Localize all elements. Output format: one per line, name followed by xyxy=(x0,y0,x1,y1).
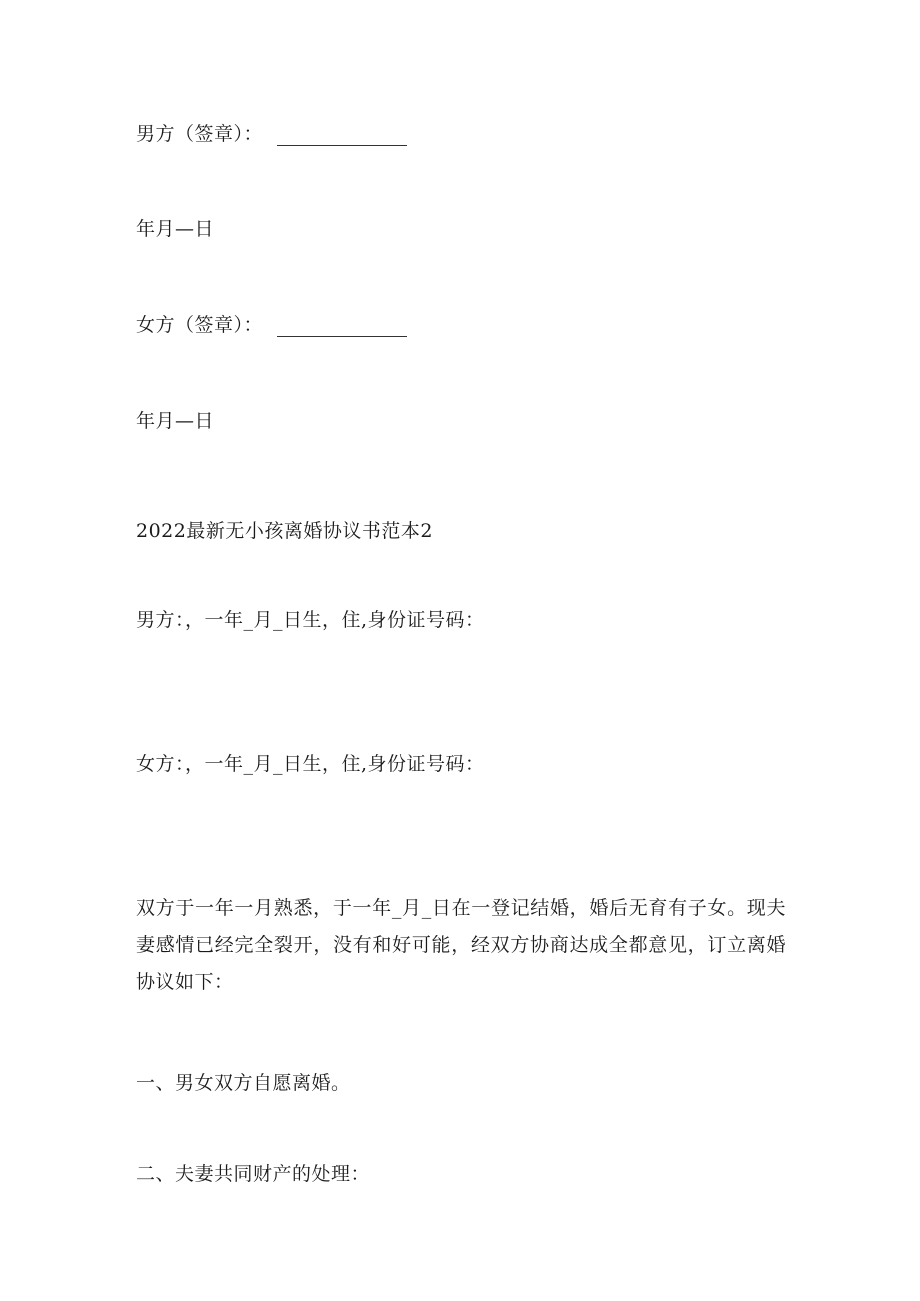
clause-2: 二、夫妻共同财产的处理： xyxy=(136,1163,371,1185)
female-signature-blank xyxy=(277,316,407,337)
female-signature-label: 女方（签章）： xyxy=(136,314,264,336)
male-signature-date: 年月—日 xyxy=(136,218,215,240)
female-signature-date: 年月—日 xyxy=(136,410,215,432)
male-signature-row xyxy=(136,122,407,146)
male-party-info: 男方：，一年_月_日生，住,身份证号码： xyxy=(136,609,485,631)
female-signature-row xyxy=(136,313,407,337)
female-party-info: 女方：，一年_月_日生，住,身份证号码： xyxy=(136,753,485,775)
section-title: 2022最新无小孩离婚协议书范本2 xyxy=(136,520,433,542)
intro-paragraph: 双方于一年一月熟悉，于一年_月_日在一登记结婚，婚后无育有子女。现夫妻感情已经完全裂开，没有和好可能，经双方协商达成全都意见，订立离婚协议如下： xyxy=(136,897,786,993)
male-signature-label: 男方（签章）： xyxy=(136,123,264,145)
clause-1: 一、男女双方自愿离婚。 xyxy=(136,1072,351,1094)
male-signature-blank xyxy=(277,125,407,146)
